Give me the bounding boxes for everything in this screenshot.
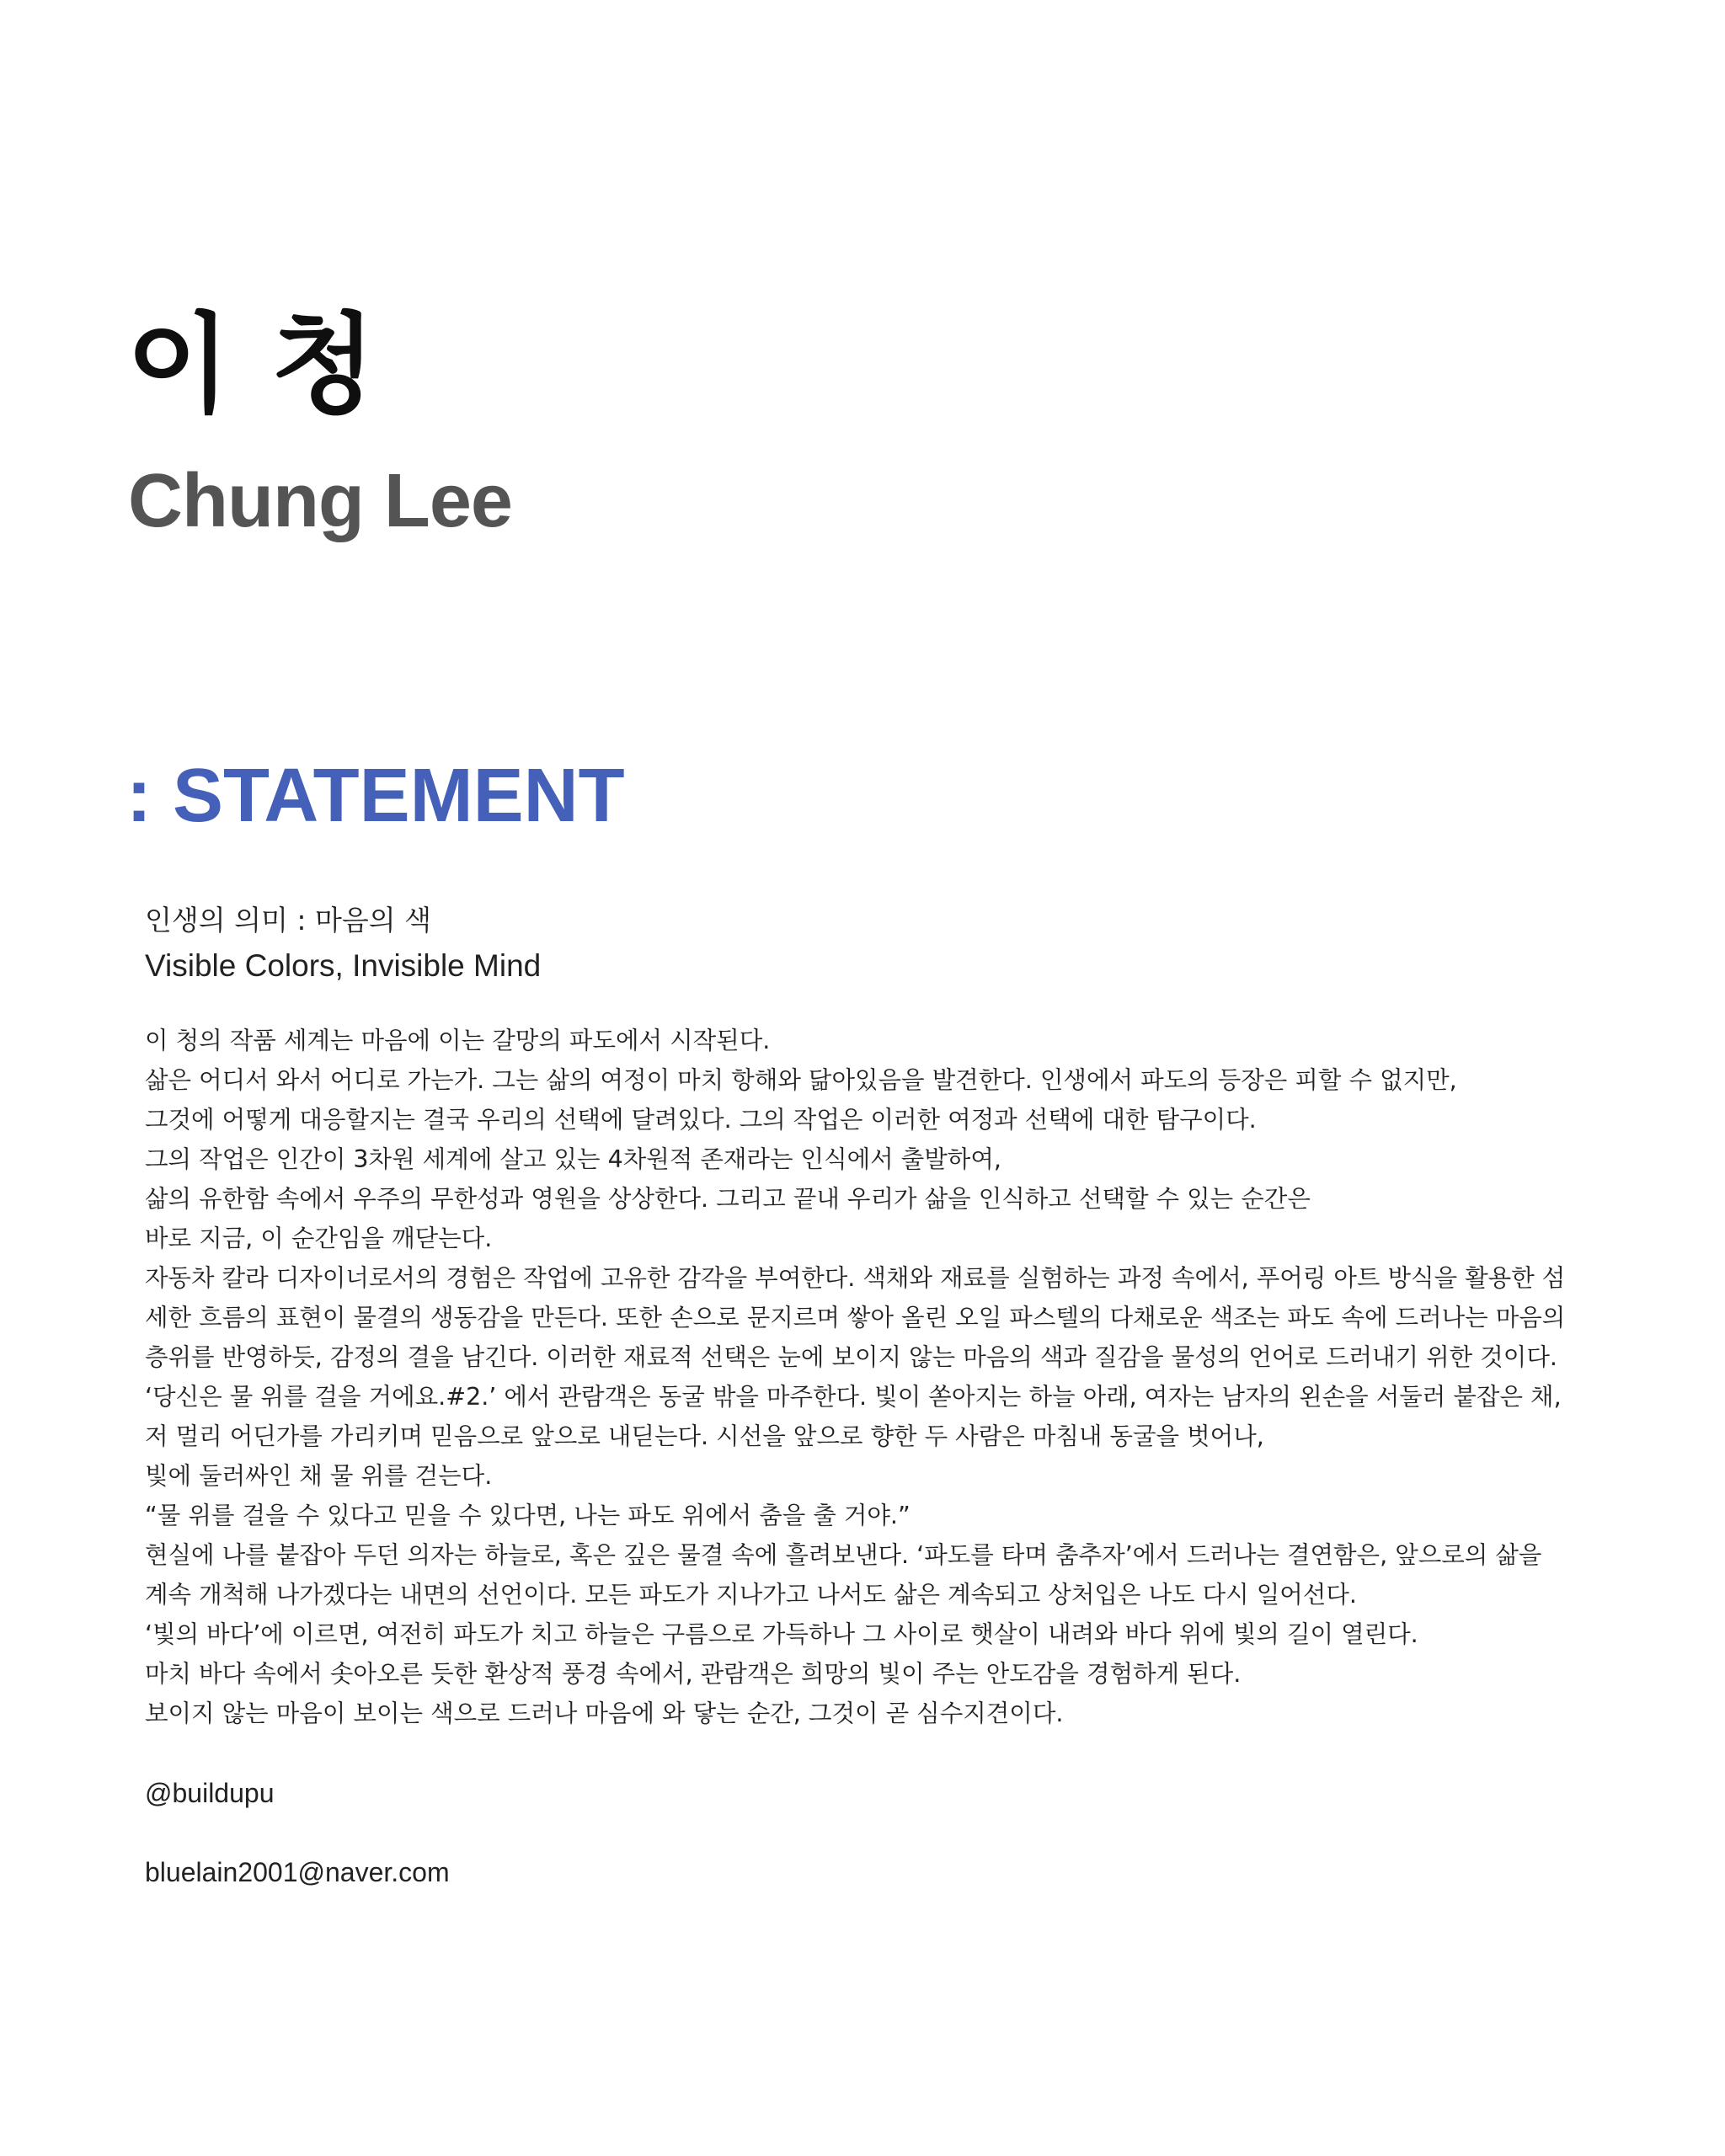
work-title-korean: 인생의 의미 : 마음의 색 bbox=[145, 904, 431, 937]
instagram-handle: @buildupu bbox=[145, 1778, 275, 1808]
statement-line: 마치 바다 속에서 솟아오른 듯한 환상적 풍경 속에서, 관람객은 희망의 빛이 주는 안도감을 경험하게 된다. bbox=[145, 1660, 1242, 1688]
artist-name-english: Chung Lee bbox=[128, 459, 512, 543]
statement-line: 그것에 어떻게 대응할지는 결국 우리의 선택에 달려있다. 그의 작업은 이러한 여정과 선택에 대한 탐구이다. bbox=[145, 1106, 1257, 1134]
statement-line: 이 청의 작품 세계는 마음에 이는 갈망의 파도에서 시작된다. bbox=[145, 1027, 771, 1054]
statement-line: 그의 작업은 인간이 3차원 세계에 살고 있는 4차원적 존재라는 인식에서 출발하여, bbox=[145, 1145, 1001, 1173]
statement-block bbox=[145, 898, 1627, 1892]
statement-line: 계속 개척해 나가겠다는 내면의 선언이다. 모든 파도가 지나가고 나서도 삶은 계속되고 상처입은 나도 다시 일어선다. bbox=[145, 1581, 1357, 1609]
statement-line: 층위를 반영하듯, 감정의 결을 남긴다. 이러한 재료적 선택은 눈에 보이지 않는 마음의 색과 질감을 물성의 언어로 드러내기 위한 것이다. bbox=[145, 1343, 1557, 1371]
statement-body bbox=[145, 1021, 1627, 1733]
statement-line: 바로 지금, 이 순간임을 깨닫는다. bbox=[145, 1225, 493, 1252]
artist-name-korean: 이 청 bbox=[126, 302, 377, 428]
statement-line: 삶은 어디서 와서 어디로 가는가. 그는 삶의 여정이 마치 항해와 닮아있음을 발견한다. 인생에서 파도의 등장은 피할 수 없지만, bbox=[145, 1066, 1457, 1094]
statement-line: ‘당신은 물 위를 걸을 거에요.#2.’ 에서 관람객은 동굴 밖을 마주한다. 빛이 쏟아지는 하늘 아래, 여자는 남자의 왼손을 서둘러 붙잡은 채, bbox=[145, 1383, 1562, 1411]
statement-line: 저 멀리 어딘가를 가리키며 믿음으로 앞으로 내딛는다. 시선을 앞으로 향한 두 사람은 마침내 동굴을 벗어나, bbox=[145, 1422, 1264, 1450]
statement-line: 자동차 칼라 디자이너로서의 경험은 작업에 고유한 감각을 부여한다. 색채와 재료를 실험하는 과정 속에서, 푸어링 아트 방식을 활용한 섬 bbox=[145, 1264, 1566, 1292]
statement-line: 세한 흐름의 표현이 물결의 생동감을 만든다. 또한 손으로 문지르며 쌓아 올린 오일 파스텔의 다채로운 색조는 파도 속에 드러나는 마음의 bbox=[145, 1304, 1566, 1331]
statement-line: ‘빛의 바다’에 이르면, 여전히 파도가 치고 하늘은 구름으로 가득하나 그 사이로 햇살이 내려와 바다 위에 빛의 길이 열린다. bbox=[145, 1620, 1418, 1648]
statement-line: “물 위를 걸을 수 있다고 믿을 수 있다면, 나는 파도 위에서 춤을 출 거야.” bbox=[145, 1502, 911, 1529]
statement-line: 빛에 둘러싸인 채 물 위를 걷는다. bbox=[145, 1462, 493, 1490]
statement-line: 현실에 나를 붙잡아 두던 의자는 하늘로, 혹은 깊은 물결 속에 흘려보낸다. ‘파도를 타며 춤추자’에서 드러나는 결연함은, 앞으로의 삶을 bbox=[145, 1541, 1542, 1569]
email-address: bluelain2001@naver.com bbox=[145, 1857, 450, 1887]
section-title-statement: : STATEMENT bbox=[126, 754, 625, 838]
statement-line: 삶의 유한함 속에서 우주의 무한성과 영원을 상상한다. 그리고 끝내 우리가 삶을 인식하고 선택할 수 있는 순간은 bbox=[145, 1185, 1311, 1213]
statement-line: 보이지 않는 마음이 보이는 색으로 드러나 마음에 와 닿는 순간, 그것이 곧 심수지견이다. bbox=[145, 1700, 1064, 1727]
work-title-english: Visible Colors, Invisible Mind bbox=[145, 948, 542, 983]
